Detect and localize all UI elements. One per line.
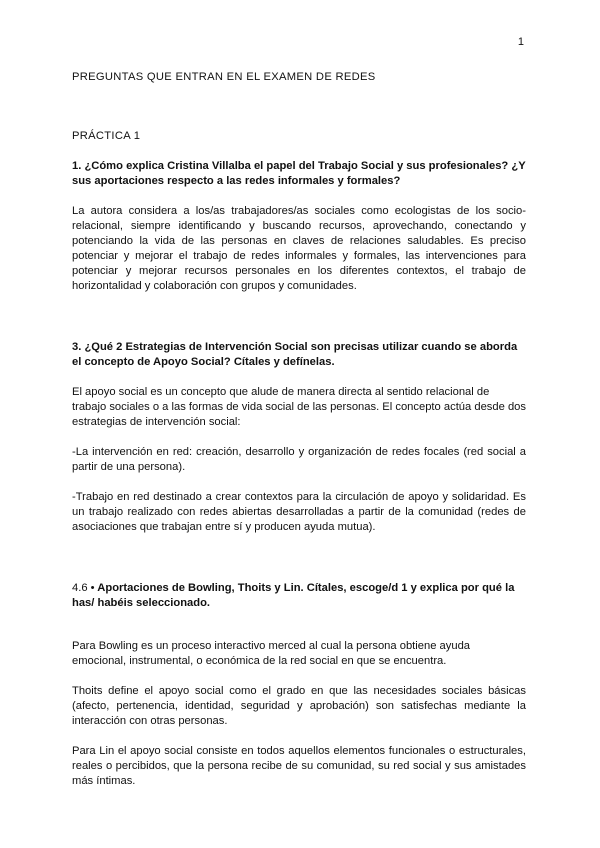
- answer-lin: Para Lin el apoyo social consiste en todos aquellos elementos funcionales o estructurales, reales o percibidos, que la persona recibe de su comunidad, su red social y sus amistades más íntimas.: [72, 745, 526, 787]
- question-1: 1. ¿Cómo explica Cristina Villalba el papel del Trabajo Social y sus profesionales? ¿Y sus aportaciones respecto a las redes informales y formales?: [72, 160, 526, 187]
- page-number: 1: [517, 36, 524, 48]
- document-body: [72, 70, 526, 789]
- answer-1: La autora considera a los/as trabajadores/as sociales como ecologistas de los socio-relacional, siempre identificando y buscando recursos, aprovechando, conectando y potenciando la vida de las personas en claves de relaciones saludables. Es preciso potenciar y mejorar el trabajo de redes informales y formales, las intervenciones para potenciar y mejorar recursos personales en los diferentes contextos, el trabajo de horizontalidad y colaboración con grupos y comunidades.: [72, 205, 526, 292]
- answer-3-intro: El apoyo social es un concepto que alude de manera directa al sentido relacional de trabajo sociales o a las formas de vida social de las personas. El concepto actúa desde dos estrategias de intervención social:: [72, 386, 526, 428]
- question-4-6-number: 4.6 •: [72, 582, 95, 594]
- answer-thoits: Thoits define el apoyo social como el grado en que las necesidades sociales básicas (afecto, pertenencia, identidad, seguridad y aprobación) son satisfechas mediante la interacción con otras personas.: [72, 685, 526, 727]
- answer-3-intervencion-en-red: -La intervención en red: creación, desarrollo y organización de redes focales (red social a partir de una persona).: [72, 446, 526, 473]
- question-4-6: [72, 581, 526, 611]
- answer-bowling: Para Bowling es un proceso interactivo merced al cual la persona obtiene ayuda emocional, instrumental, o económica de la red social en que se encuentra.: [72, 640, 471, 667]
- practice-heading: PRÁCTICA 1: [72, 130, 141, 142]
- question-3: 3. ¿Qué 2 Estrategias de Intervención Social son precisas utilizar cuando se aborda el concepto de Apoyo Social? Cítales y defínelas.: [72, 341, 518, 368]
- document-title: PREGUNTAS QUE ENTRAN EN EL EXAMEN DE REDES: [72, 71, 376, 83]
- question-4-6-text: Aportaciones de Bowling, Thoits y Lin. Cítales, escoge/d 1 y explica por qué la has/ habéis seleccionado.: [72, 582, 515, 609]
- answer-3-trabajo-en-red: -Trabajo en red destinado a crear contextos para la circulación de apoyo y solidaridad. Es un trabajo realizado con redes abiertas desarrolladas a partir de la comunidad (redes de asociaciones que trabajan entre sí y producen ayuda mutua).: [72, 491, 526, 533]
